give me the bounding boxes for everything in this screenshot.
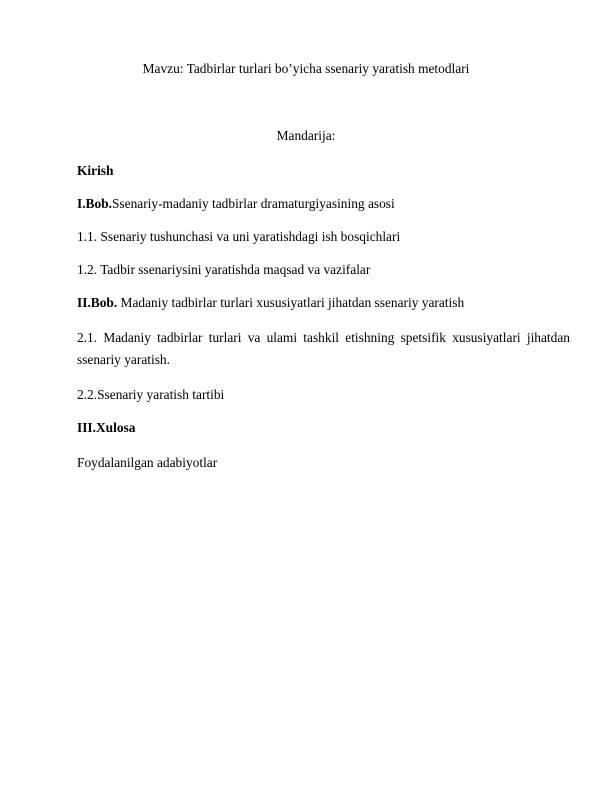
toc-item-1-2 — [77, 262, 370, 278]
toc-item-text: 2.1. Madaniy tadbirlar turlari va ulami tashkil etishning spetsifik xususiyatlari jihatdan ssenariy yaratish. — [77, 330, 570, 367]
toc-item-bold: Kirish — [77, 163, 114, 178]
toc-item-conclusion — [77, 420, 135, 436]
toc-item-text: 1.2. Tadbir ssenariysini yaratishda maqsad va vazifalar — [77, 262, 371, 277]
toc-item-bold: II.Bob. — [77, 295, 118, 310]
toc-item-bold: III.Xulosa — [77, 420, 136, 435]
toc-item-chapter-1 — [77, 196, 395, 212]
toc-item-2-2 — [77, 387, 224, 403]
toc-item-text: 2.2.Ssenariy yaratish tartibi — [77, 387, 225, 402]
contents-heading: Mandarija: — [276, 128, 336, 143]
toc-item-chapter-2 — [77, 295, 464, 311]
toc-item-bold: I.Bob. — [77, 196, 112, 211]
toc-item-1-1 — [77, 229, 400, 245]
toc-item-text: 1.1. Ssenariy tushunchasi va uni yaratishdagi ish bosqichlari — [77, 229, 401, 244]
document-topic: Mavzu: Tadbirlar turlari bo’yicha ssenariy yaratish metodlari — [142, 61, 470, 76]
toc-item-2-1 — [77, 327, 570, 371]
toc-item-references — [77, 455, 217, 471]
toc-item-text: Madaniy tadbirlar turlari xususiyatlari jihatdan ssenariy yaratish — [117, 295, 465, 310]
toc-item-text: Foydalanilgan adabiyotlar — [77, 455, 218, 470]
toc-item-intro — [77, 163, 113, 179]
toc-item-text: Ssenariy-madaniy tadbirlar dramaturgiyasining asosi — [111, 196, 395, 211]
